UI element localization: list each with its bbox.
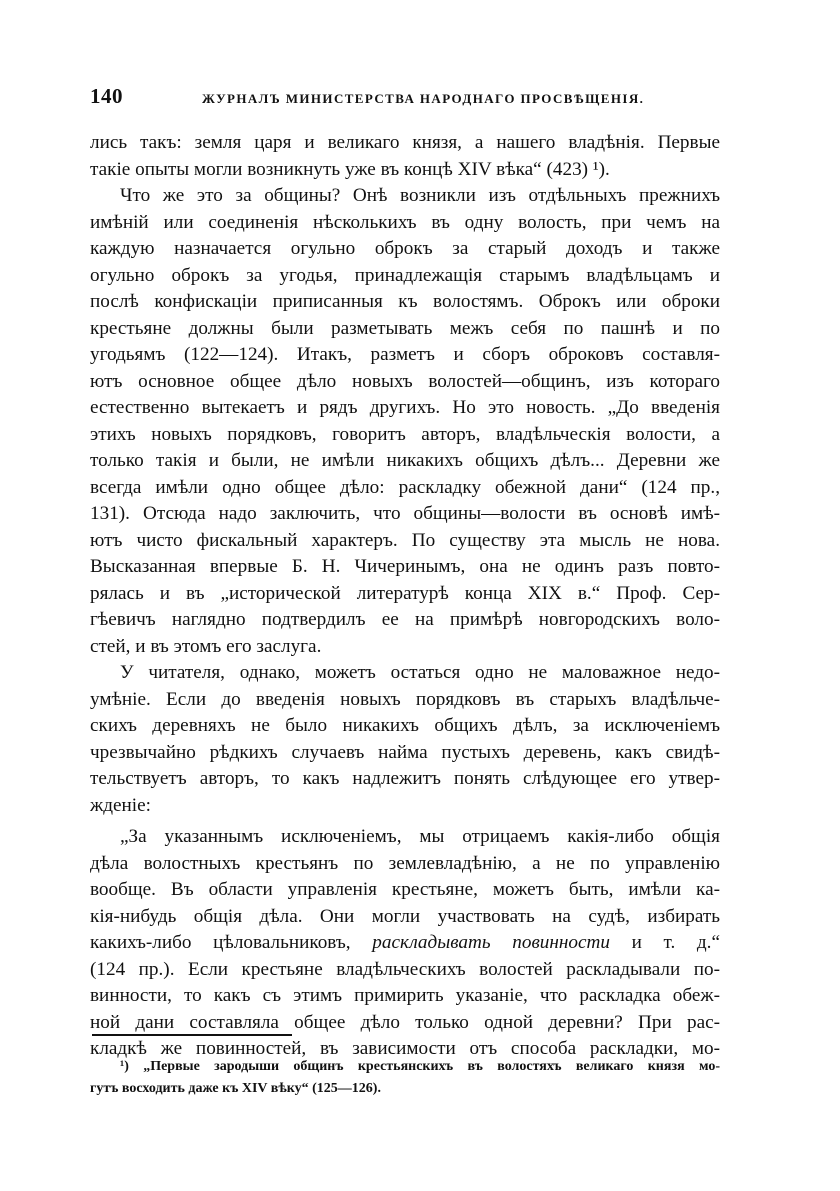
text-line: умѣніе. Если до введенія новыхъ порядковъ въ старыхъ владѣльче- (90, 688, 720, 710)
text-line: вообще. Въ области управленія крестьяне, можетъ быть, имѣли ка- (90, 879, 720, 900)
paragraph-first-line: Что же это за общины? Онѣ возникли изъ отдѣльныхъ прежнихъ (120, 185, 720, 206)
text-line: ютъ чисто фискальный характеръ. По существу эта мысль не нова. (90, 529, 720, 551)
running-title: ЖУРНАЛЪ МИНИСТЕРСТВА НАРОДНАГО ПРОСВѢЩЕНІЯ. (202, 91, 645, 106)
text-line: дѣла волостныхъ крестьянъ по землевладѣнію, а не по управленію (90, 852, 720, 874)
text-line: тельствуетъ авторъ, то какъ надлежитъ понять слѣдующее его утвер- (90, 768, 720, 789)
text-line: скихъ деревняхъ не было никакихъ общихъ дѣлъ, за исключеніемъ (90, 715, 720, 736)
text-line: крестьяне должны были разметывать межъ себя по пашнѣ и по (90, 317, 720, 339)
footnote-line: ¹) „Первые зародыши общинъ крестьянскихъ въ волостяхъ великаго князя мо- (120, 1059, 720, 1074)
text-line: послѣ конфискаціи приписанныя къ волостямъ. Оброкъ или оброки (90, 291, 720, 312)
text-line: каждую назначается огульно оброкъ за старый доходъ и также (90, 238, 720, 259)
text-line: угодьямъ (122—124). Итакъ, разметъ и сборъ оброковъ составля- (90, 344, 720, 365)
page-header (90, 84, 720, 114)
body-text (90, 130, 720, 1063)
text-line: 131). Отсюда надо заключить, что общины—волости въ основѣ имѣ- (90, 503, 720, 524)
footnote (90, 1056, 720, 1100)
text-line: только такія и были, не имѣли никакихъ общихъ дѣлъ... Деревни же (90, 450, 720, 471)
text-segment: какихъ-либо цѣловальниковъ, (90, 932, 373, 953)
page-number: 140 (90, 84, 123, 108)
text-line: всегда имѣли одно общее дѣло: раскладку обежной дани“ (124 пр., (90, 476, 720, 498)
text-line: ютъ основное общее дѣло новыхъ волостей—общинъ, изъ котораго (90, 370, 720, 392)
text-line: гѣевичъ наглядно подтвердилъ ее на примѣрѣ новгородскихъ воло- (90, 609, 720, 630)
italic-phrase: раскладывать повинности (372, 932, 610, 953)
paragraph-first-line: У читателя, однако, можетъ остаться одно не маловажное недо- (120, 662, 720, 683)
text-line: огульно оброкъ за угодья, принадлежащія старымъ владѣльцамъ и (90, 264, 720, 286)
text-line: такіе опыты могли возникнуть уже въ концѣ XIV вѣка“ (423) ¹). (90, 158, 610, 180)
text-line: имѣній или соединенія нѣсколькихъ въ одну волость, при чемъ на (90, 211, 720, 233)
text-segment: и т. д.“ (609, 932, 720, 953)
text-line: лись такъ: земля царя и великаго князя, а нашего владѣнія. Первые (90, 132, 720, 153)
quote-first-line: „За указаннымъ исключеніемъ, мы отрицаемъ какія-либо общія (120, 826, 720, 847)
text-line: стей, и въ этомъ его заслуга. (90, 635, 322, 657)
text-line: винности, то какъ съ этимъ примирить указаніе, что раскладка обеж- (90, 985, 720, 1006)
text-line: ной дани составляла общее дѣло только одной деревни? При рас- (90, 1011, 720, 1033)
text-line: (124 пр.). Если крестьяне владѣльческихъ волостей раскладывали по- (90, 958, 720, 980)
footnote-divider (92, 1034, 292, 1036)
footnote-line: гутъ восходить даже къ XIV вѣку“ (125—126). (90, 1081, 381, 1096)
text-line: естественно вытекаетъ и рядъ другихъ. Но это новость. „До введенія (90, 397, 720, 418)
text-line: жденіе: (90, 794, 151, 816)
text-line: рялась и въ „исторической литературѣ конца XIX в.“ Проф. Сер- (90, 582, 720, 604)
text-line: кладкѣ же повинностей, въ зависимости отъ способа раскладки, мо- (90, 1038, 720, 1059)
text-line: кія-нибудь общія дѣла. Они могли участвовать на судѣ, избирать (90, 905, 720, 927)
text-line: чрезвычайно рѣдкихъ случаевъ найма пустыхъ деревень, какъ свидѣ- (90, 741, 720, 763)
text-line: этихъ новыхъ порядковъ, говоритъ авторъ, владѣльческія волости, а (90, 423, 720, 445)
text-line: Высказанная впервые Б. Н. Чичеринымъ, она не одинъ разъ повто- (90, 556, 720, 577)
text-line-with-italic (90, 930, 720, 957)
